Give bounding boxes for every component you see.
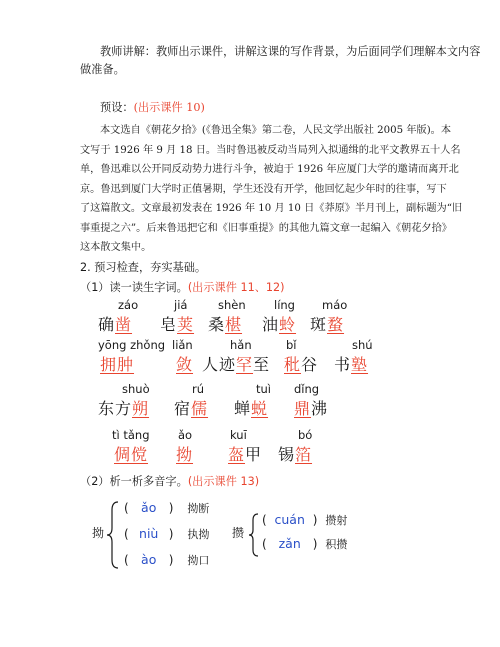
background-line: 文写于 1926 年 9 月 18 日。当时鲁迅被反动当局列入拟通缉的北平文教界五十人名 (80, 145, 461, 156)
vocab-word: 倜傥 (114, 445, 149, 464)
vocab-word: 斑蝥 (310, 315, 345, 334)
pinyin: shuò (122, 382, 150, 396)
background-line: 京。鲁迅到厦门大学时正值暑期，学生还没有开学，他回忆起少年时的往事，写下 (80, 184, 447, 195)
polyphone-reading: ( zǎn ) 积攒 (262, 536, 348, 551)
task-label: （2）析一析多音字。 (80, 475, 188, 488)
vocab-word: 确凿 (98, 315, 133, 334)
teacher-explanation-line: 做准备。 (80, 63, 125, 76)
pinyin: hǎn (230, 338, 252, 352)
vocab-word: 桑椹 (208, 315, 243, 334)
vocab-word: 书塾 (334, 355, 369, 374)
background-line: 单，鲁迅难以公开同反动势力进行斗争，被迫于 1926 年应厦门大学的邀请而离开北 (80, 164, 459, 175)
pinyin: rú (192, 382, 205, 396)
vocab-word: 宿儒 (174, 399, 209, 418)
polyphone-char: 拗 (92, 526, 105, 540)
pinyin: máo (322, 298, 348, 312)
vocab-word: 鼎沸 (294, 399, 329, 418)
pinyin: líng (274, 298, 295, 312)
vocab-word: 油蛉 (262, 315, 297, 334)
vocab-word: 秕谷 (284, 355, 319, 374)
pinyin: záo (118, 298, 139, 312)
preset-heading (100, 98, 205, 117)
polyphone-reading: ( cuán ) 攒射 (262, 512, 348, 527)
brace-icon (106, 500, 120, 570)
background-line: 事重提之六”。后来鲁迅把它和《旧事重提》的其他九篇文章一起编入《朝花夕拾》 (80, 223, 452, 234)
pinyin: shú (352, 338, 373, 352)
background-line: 了这篇散文。文章最初发表在 1926 年 10 月 10 日《莽原》半月刊上，副标题为“旧 (80, 203, 463, 214)
pinyin: shèn (218, 298, 246, 312)
preset-label: 预设： (100, 101, 134, 114)
background-line: 这本散文集中。 (80, 242, 152, 253)
pinyin: tì tǎng (112, 428, 150, 442)
vocab-word: 东方朔 (98, 399, 150, 418)
section-heading: 2. 预习检查，夯实基础。 (80, 261, 207, 274)
task-label: （1）读一读生字词。 (80, 281, 188, 294)
background-line: 本文选自《朝花夕拾》(《鲁迅全集》第二卷，人民文学出版社 2005 年版)。本 (100, 125, 452, 136)
pinyin: jiá (174, 298, 188, 312)
pinyin: tuì (256, 382, 271, 396)
pinyin: dǐng (294, 382, 320, 396)
courseware-ref: (出示课件 13) (187, 475, 260, 488)
courseware-ref: (出示课件 10) (133, 101, 205, 114)
pinyin: ǎo (178, 428, 193, 442)
brace-icon (248, 512, 260, 558)
pinyin: bǐ (286, 338, 297, 352)
vocab-word: 皂荚 (160, 315, 195, 334)
pinyin: liǎn (172, 338, 193, 352)
task-heading (80, 278, 285, 297)
vocab-word: 锡箔 (278, 445, 313, 464)
polyphone-reading: ( niù ) 执拗 (124, 526, 210, 541)
pinyin: bó (298, 428, 313, 442)
vocab-word: 拥肿 (100, 355, 135, 374)
vocab-word: 人迹罕至 (202, 355, 271, 374)
pinyin: yōng zhǒng (98, 338, 166, 352)
pinyin: kuī (230, 428, 247, 442)
vocab-word: 敛 (176, 355, 194, 374)
polyphone-reading: ( ào ) 拗口 (124, 552, 210, 567)
polyphone-char: 攒 (232, 526, 245, 540)
vocab-word: 拗 (176, 445, 194, 464)
polyphone-reading: ( ǎo ) 拗断 (124, 500, 210, 515)
vocab-word: 盔甲 (228, 445, 263, 464)
task-heading (80, 472, 259, 491)
teacher-explanation-line: 教师讲解：教师出示课件，讲解这课的写作背景，为后面同学们理解本文内容 (100, 45, 481, 58)
vocab-word: 蝉蜕 (234, 399, 269, 418)
courseware-ref: (出示课件 11、12) (187, 281, 285, 294)
